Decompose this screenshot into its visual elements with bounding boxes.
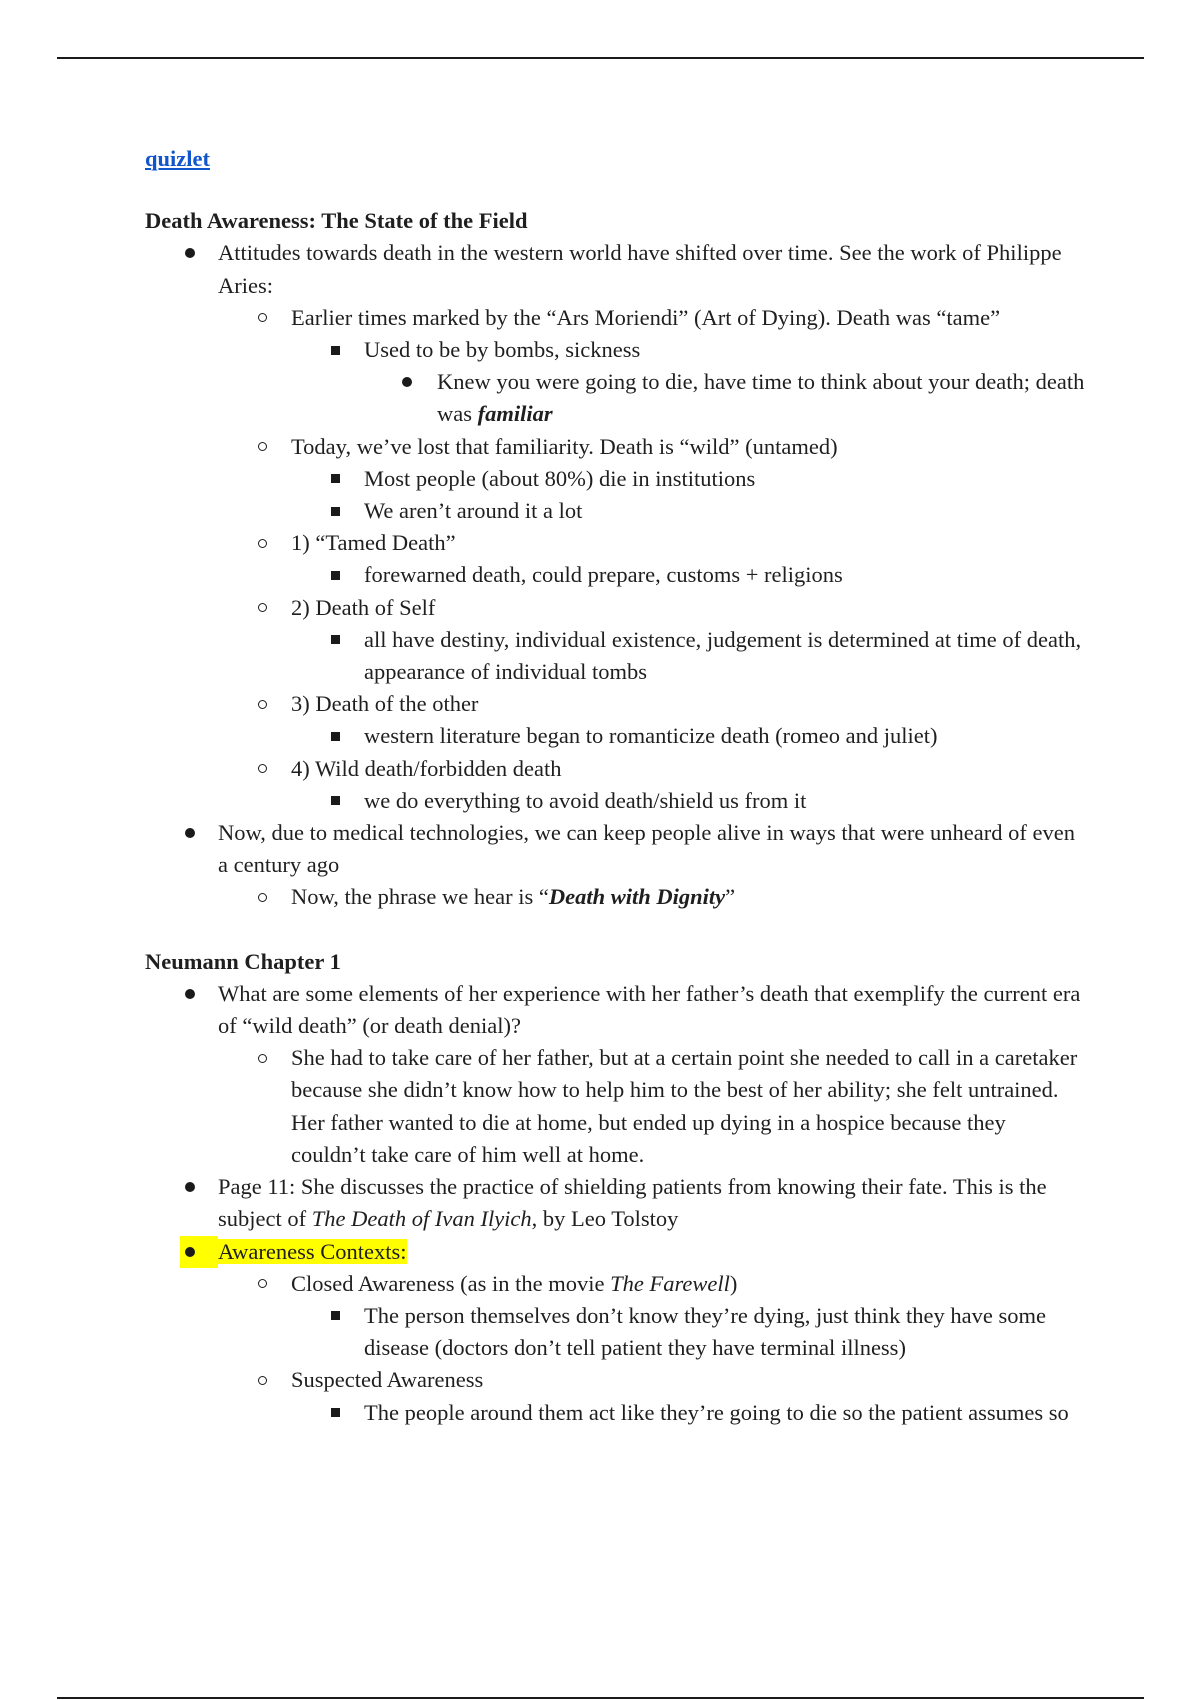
list-item: Knew you were going to die, have time to think about your death; death was familiar [145,366,1085,430]
bullet-list [145,1300,1085,1364]
bullet-list [145,785,1085,817]
square-bullet-icon [325,495,345,527]
bullet-list [145,302,1085,334]
square-bullet-icon [325,1397,345,1429]
list-item: forewarned death, could prepare, customs + religions [145,559,1085,591]
list-item: We aren’t around it a lot [145,495,1085,527]
bullet-list [145,688,1085,720]
list-item: What are some elements of her experience with her father’s death that exemplify the current era of “wild death” (or death denial)? [145,978,1085,1042]
square-bullet-icon [325,334,345,366]
list-item: Suspected Awareness [145,1364,1085,1396]
bullet-icon [180,237,200,269]
list-item: Now, the phrase we hear is “Death with Dignity” [145,881,1085,913]
list-item: Page 11: She discusses the practice of shielding patients from knowing their fate. This is the subject of The Death of Ivan Ilyich, by Leo Tolstoy [145,1171,1085,1235]
bullet-list [145,592,1085,624]
bullet-list [145,1364,1085,1396]
list-item-highlighted [145,1236,1085,1268]
circle-bullet-icon [252,1364,272,1396]
square-bullet-icon [325,624,345,656]
list-item: Closed Awareness (as in the movie The Farewell) [145,1268,1085,1300]
bullet-list [145,366,1085,430]
bullet-icon [180,817,200,849]
list-item: The people around them act like they’re going to die so the patient assumes so [145,1397,1085,1429]
circle-bullet-icon [252,881,272,913]
circle-bullet-icon [252,431,272,463]
bullet-list [145,624,1085,688]
list-item: Used to be by bombs, sickness [145,334,1085,366]
list-item: 2) Death of Self [145,592,1085,624]
quizlet-link[interactable]: quizlet [145,146,210,171]
circle-bullet-icon [252,753,272,785]
bullet-icon [180,978,200,1010]
list-item: Attitudes towards death in the western world have shifted over time. See the work of Philippe Aries: [145,237,1085,301]
section-heading-death-awareness: Death Awareness: The State of the Field [145,208,528,234]
list-item: Earlier times marked by the “Ars Moriendi” (Art of Dying). Death was “tame” [145,302,1085,334]
footer-rule [57,1697,1144,1699]
circle-bullet-icon [252,302,272,334]
square-bullet-icon [325,559,345,591]
document-body [145,143,1085,1429]
circle-bullet-icon [252,527,272,559]
list-item: 4) Wild death/forbidden death [145,753,1085,785]
bullet-list [145,1171,1085,1268]
highlighted-text: Awareness Contexts: [218,1238,407,1264]
bullet-list [145,978,1085,1042]
bullet-list [145,881,1085,913]
bullet-list [145,720,1085,752]
bullet-list [145,559,1085,591]
list-item: The person themselves don’t know they’re dying, just think they have some disease (doctors don’t tell patient they have terminal illness) [145,1300,1085,1364]
circle-bullet-icon [252,592,272,624]
bullet-icon [397,366,417,398]
list-item: all have destiny, individual existence, judgement is determined at time of death, appearance of individual tombs [145,624,1085,688]
bullet-list [145,334,1085,366]
bullet-list [145,1042,1085,1171]
square-bullet-icon [325,720,345,752]
square-bullet-icon [325,1300,345,1332]
header-rule [57,57,1144,59]
circle-bullet-icon [252,688,272,720]
square-bullet-icon [325,785,345,817]
bullet-list [145,237,1085,301]
list-item: Most people (about 80%) die in institutions [145,463,1085,495]
bullet-icon [180,1236,218,1268]
bullet-list [145,1268,1085,1300]
square-bullet-icon [325,463,345,495]
list-item: Now, due to medical technologies, we can keep people alive in ways that were unheard of even a century ago [145,817,1085,881]
bullet-list [145,817,1085,881]
bullet-list [145,463,1085,527]
list-item: western literature began to romanticize death (romeo and juliet) [145,720,1085,752]
list-item: we do everything to avoid death/shield us from it [145,785,1085,817]
list-item: 1) “Tamed Death” [145,527,1085,559]
list-item: Today, we’ve lost that familiarity. Death is “wild” (untamed) [145,431,1085,463]
list-item: 3) Death of the other [145,688,1085,720]
section-heading-neumann-chapter-1: Neumann Chapter 1 [145,948,341,974]
bullet-list [145,753,1085,785]
bullet-list [145,1397,1085,1429]
bullet-list [145,431,1085,463]
circle-bullet-icon [252,1268,272,1300]
bullet-list [145,527,1085,559]
bullet-icon [180,1171,200,1203]
circle-bullet-icon [252,1042,272,1074]
list-item: She had to take care of her father, but at a certain point she needed to call in a caretaker because she didn’t know how to help him to the best of her ability; she felt untrained. Her father wanted to die at home, but ended up dying in a hospice because they couldn’t take care of him well at home. [145,1042,1085,1171]
